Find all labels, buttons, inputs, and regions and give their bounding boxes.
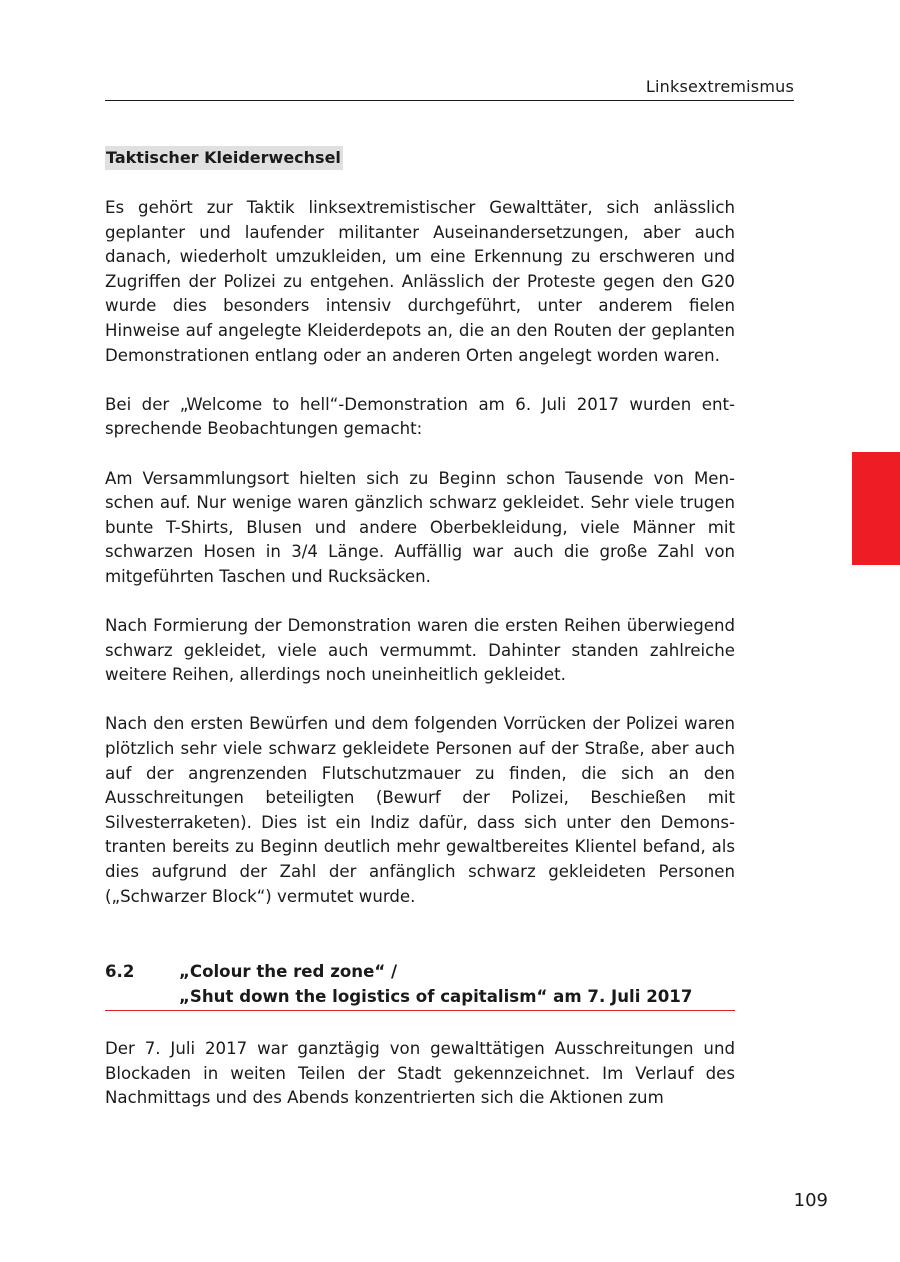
section-title-line-2: „Shut down the logistics of capitalism“ am 7. Juli 2017 [179, 987, 693, 1007]
paragraph-5: Nach den ersten Bewürfen und dem folgenden Vorrücken der Polizei waren plötzlich sehr viele schwarz gekleidete Personen auf der Straße, aber auch auf der angrenzenden Flutschutzmauer zu finden, die sich an den Ausschreitungen beteiligten (Bewurf der Polizei, Beschießen mit Silvesterraketen). Dies ist ein Indiz dafür, dass sich unter den Demonstranten bereits zu Beginn deutlich mehr gewaltbereites Klientel befand, als dies aufgrund der Zahl der anfänglich schwarz gekleideten Personen („Schwarzer Block“) vermutet wurde. [105, 714, 735, 906]
section-number-spacer [105, 984, 179, 1009]
paragraph-4: Nach Formierung der Demonstration waren die ersten Reihen überwiegend schwarz gekleidet, viele auch vermummt. Dahinter standen zahlreiche weitere Reihen, allerdings noch uneinheitlich gekleidet. [105, 616, 735, 685]
paragraph-2: Bei der „Welcome to hell“-Demonstration am 6. Juli 2017 wurden entsprechende Beobachtungen gemacht: [105, 394, 735, 439]
paragraph-3: Am Versammlungsort hielten sich zu Beginn schon Tausende von Menschen auf. Nur wenige waren gänzlich schwarz gekleidet. Sehr viele trugen bunte T-Shirts, Blusen und andere Oberbekleidung, viele Männer mit schwarzen Hosen in 3/4 Länge. Auffällig war auch die große Zahl von mitgeführten Taschen und Rucksäcken. [105, 468, 735, 586]
page-body [105, 146, 735, 1136]
section-title-line-1: „Colour the red zone“ / [179, 962, 398, 982]
chapter-thumb-tab [852, 452, 900, 565]
section-number: 6.2 [105, 962, 135, 982]
section-heading-line-2 [105, 984, 735, 1009]
subheading: Taktischer Kleiderwechsel [105, 146, 343, 170]
section-paragraph: Der 7. Juli 2017 war ganztägig von gewalttätigen Ausschreitungen und Blockaden in weiten Teilen der Stadt gekennzeichnet. Im Verlauf des Nachmittags und des Abends konzentrierten sich die Aktionen zum [105, 1039, 735, 1108]
section-heading-line-1 [105, 959, 735, 984]
running-header-title: Linksextremismus [645, 77, 794, 96]
paragraph-1: Es gehört zur Taktik linksextremistischer Gewalttäter, sich anlässlich geplanter und laufender militanter Auseinandersetzungen, aber auch danach, wiederholt umzukleiden, um eine Erkennung zu erschweren und Zugriffen der Polizei zu entgehen. Anlässlich der Proteste gegen den G20 wurde dies besonders intensiv durchgeführt, unter anderem fielen Hinweise auf angelegte Kleiderdepots an, die an den Routen der geplanten Demonstrationen entlang oder an anderen Orten angelegt worden waren. [105, 198, 735, 365]
page-number: 109 [793, 1190, 828, 1211]
section-heading [105, 959, 735, 1011]
running-header [105, 76, 794, 101]
